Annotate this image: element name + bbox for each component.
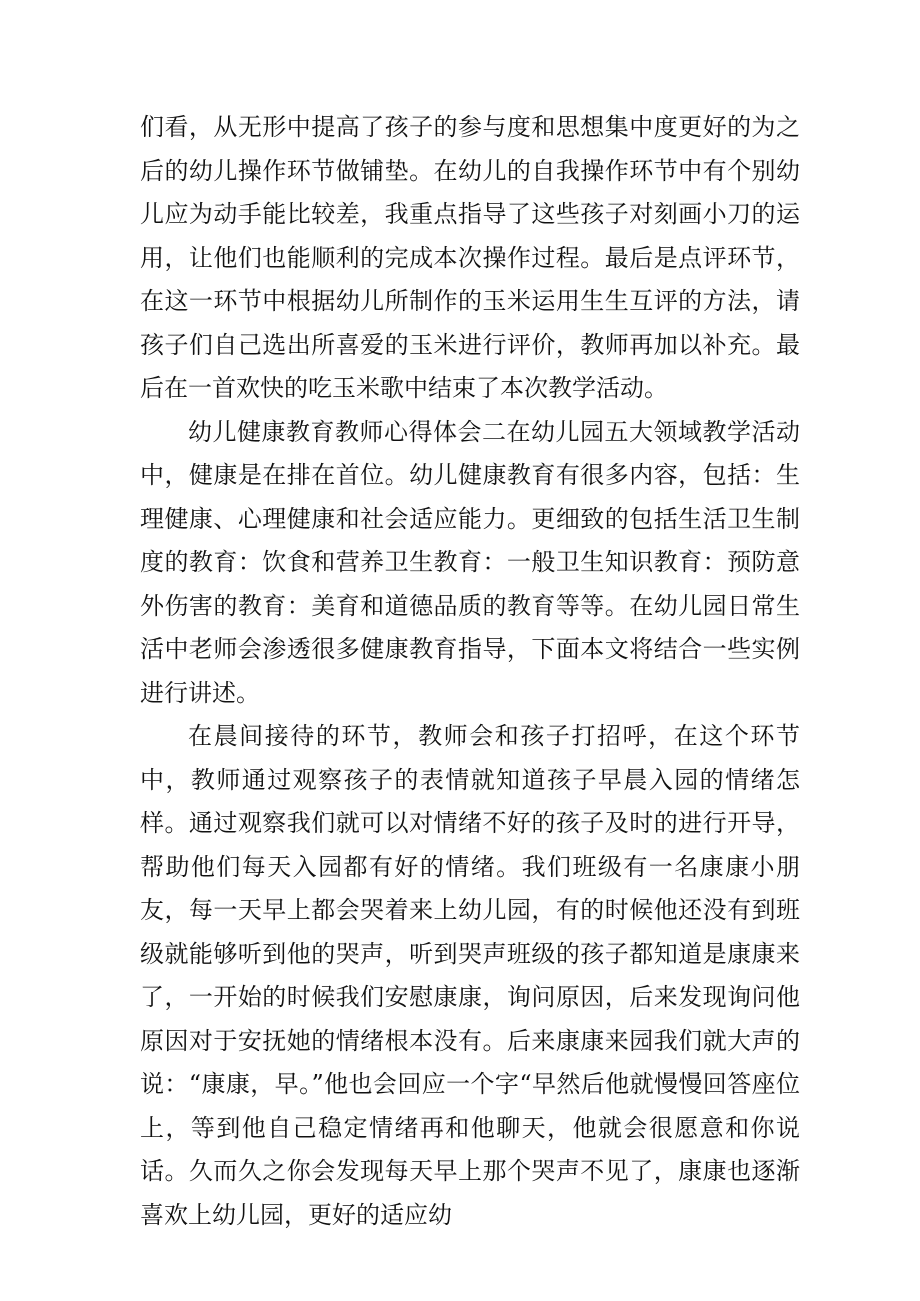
document-body (140, 106, 800, 1237)
paragraph-2: 幼儿健康教育教师心得体会二在幼儿园五大领域教学活动中，健康是在排在首位。幼儿健康教育有很多内容，包括：生理健康、心理健康和社会适应能力。更细致的包括生活卫生制度的教育：饮食和营养卫生教育：一般卫生知识教育：预防意外伤害的教育：美育和道德品质的教育等等。在幼儿园日常生活中老师会渗透很多健康教育指导，下面本文将结合一些实例进行讲述。 (140, 417, 800, 707)
paragraph-1: 们看，从无形中提高了孩子的参与度和思想集中度更好的为之后的幼儿操作环节做铺垫。在幼儿的自我操作环节中有个别幼儿应为动手能比较差，我重点指导了这些孩子对刻画小刀的运用，让他们也能顺利的完成本次操作过程。最后是点评环节，在这一环节中根据幼儿所制作的玉米运用生生互评的方法，请孩子们自己选出所喜爱的玉米进行评价，教师再加以补充。最后在一首欢快的吃玉米歌中结束了本次教学活动。 (140, 113, 800, 402)
paragraph-3: 在晨间接待的环节，教师会和孩子打招呼，在这个环节中，教师通过观察孩子的表情就知道孩子早晨入园的情绪怎样。通过观察我们就可以对情绪不好的孩子及时的进行开导，帮助他们每天入园都有好的情绪。我们班级有一名康康小朋友，每一天早上都会哭着来上幼儿园，有的时候他还没有到班级就能够听到他的哭声，听到哭声班级的孩子都知道是康康来了，一开始的时候我们安慰康康，询问原因，后来发现询问他原因对于安抚她的情绪根本没有。后来康康来园我们就大声的说：“康康，早。”他也会回应一个字“早然后他就慢慢回答座位上，等到他自己稳定情绪再和他聊天，他就会很愿意和你说话。久而久之你会发现每天早上那个哭声不见了，康康也逐渐喜欢上幼儿园，更好的适应幼 (140, 722, 800, 1229)
